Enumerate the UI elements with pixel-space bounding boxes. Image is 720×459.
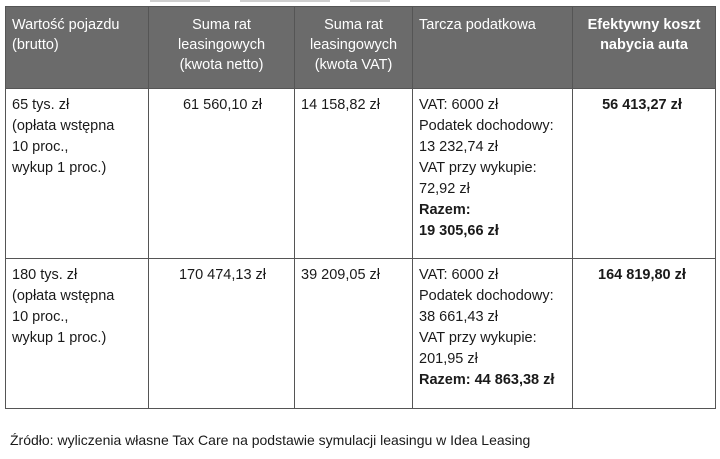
header-tax-shield: Tarcza podatkowa (413, 7, 573, 89)
table-row (6, 259, 716, 409)
tax-shield-total-label: Razem: (419, 202, 471, 218)
tax-shield-cell: VAT: 6000 zł Podatek dochodowy: 13 232,74 zł VAT przy wykupie: 72,92 zł Razem: 19 305,66 zł (413, 89, 573, 259)
tax-shield-cell: VAT: 6000 zł Podatek dochodowy: 38 661,43 zł VAT przy wykupie: 201,95 zł Razem: 44 863,38 zł (413, 259, 573, 409)
effective-cost-cell: 56 413,27 zł (573, 89, 716, 259)
table-header-row (6, 7, 716, 89)
vehicle-value-cell: 180 tys. zł (opłata wstępna 10 proc., wykup 1 proc.) (6, 259, 149, 409)
vat-installments-cell: 39 209,05 zł (295, 259, 413, 409)
header-vehicle-value: Wartość pojazdu (brutto) (6, 7, 149, 89)
net-installments-cell: 61 560,10 zł (149, 89, 295, 259)
effective-cost-cell: 164 819,80 zł (573, 259, 716, 409)
table-row (6, 89, 716, 259)
tax-shield-total: Razem: 44 863,38 zł (419, 372, 555, 388)
header-vat-installments: Suma rat leasingowych (kwota VAT) (295, 7, 413, 89)
header-net-installments: Suma rat leasingowych (kwota netto) (149, 7, 295, 89)
vat-installments-cell: 14 158,82 zł (295, 89, 413, 259)
tax-shield-total-value: 19 305,66 zł (419, 223, 499, 239)
source-note: Źródło: wyliczenia własne Tax Care na podstawie symulacji leasingu w Idea Leasing (10, 432, 531, 448)
vehicle-value-cell: 65 tys. zł (opłata wstępna 10 proc., wykup 1 proc.) (6, 89, 149, 259)
leasing-cost-table (5, 6, 716, 409)
header-effective-cost: Efektywny koszt nabycia auta (573, 7, 716, 89)
net-installments-cell: 170 474,13 zł (149, 259, 295, 409)
